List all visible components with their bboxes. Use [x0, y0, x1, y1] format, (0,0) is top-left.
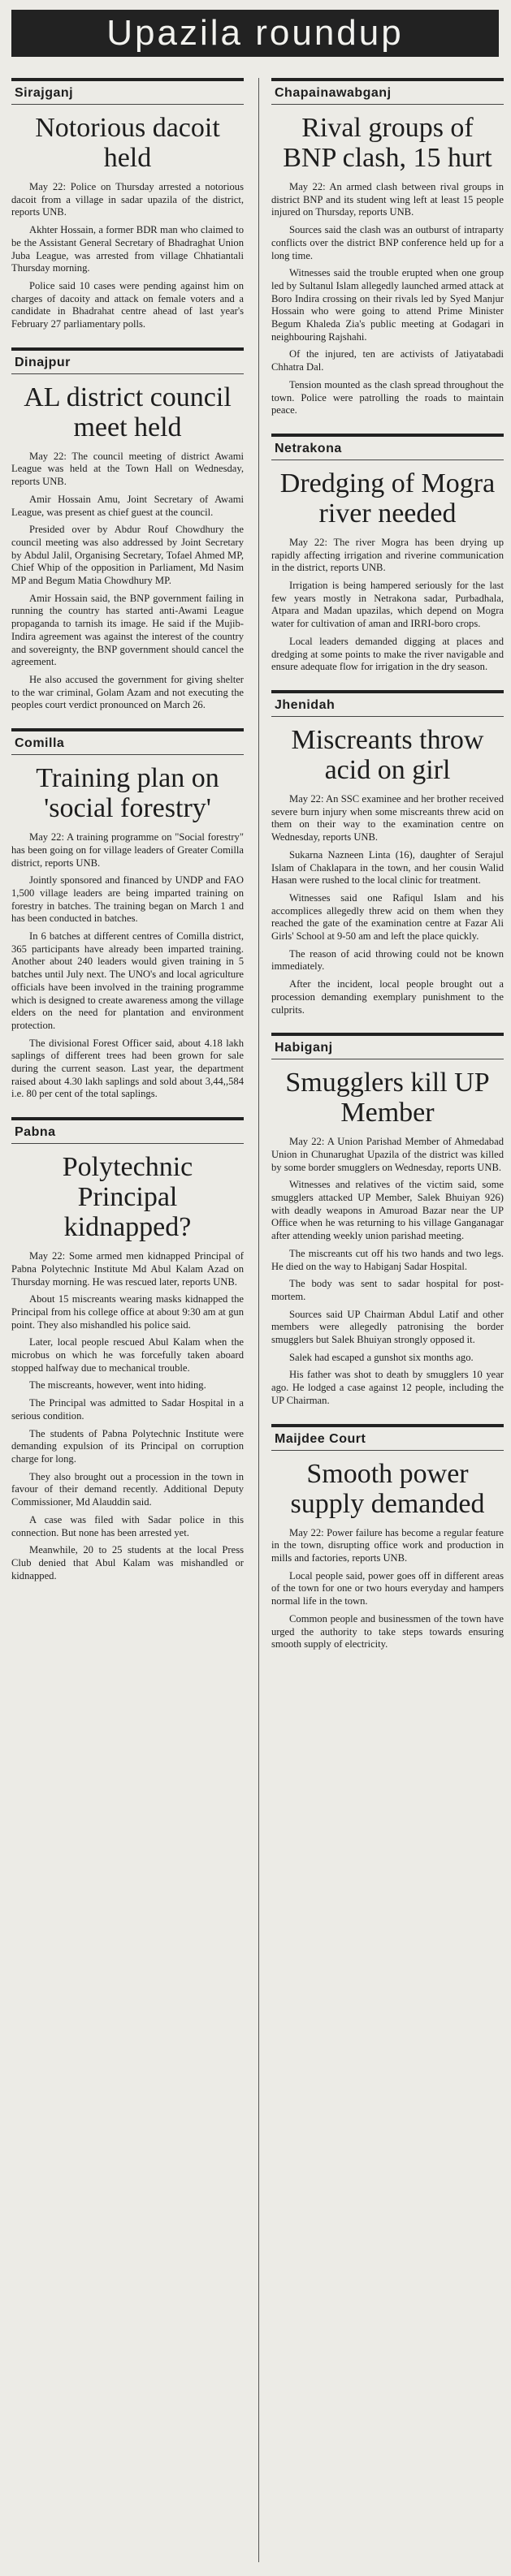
story-headline: Dredging of Mogra river needed: [279, 468, 496, 529]
story-headline: Smooth power supply demanded: [290, 1458, 485, 1519]
story-paragraph: Amir Hossain said, the BNP government failing in running the country has started anti-Awami League propaganda to tarnish its image. He said if the Mujib-Indira agreement was against the interest of the country and sovereignty, the BNP government should cancel the agreement.: [11, 592, 244, 668]
story-habiganj: [271, 1033, 504, 1407]
story-body: [271, 181, 504, 417]
story-paragraph: The miscreants, however, went into hiding.: [29, 1379, 206, 1392]
left-column: [11, 78, 244, 1599]
dateline-place: Pabna: [11, 1117, 244, 1144]
story-headline: Polytechnic Principal kidnapped?: [62, 1152, 193, 1243]
story-paragraph: May 22: Police on Thursday arrested a notorious dacoit from a village in sadar upazila of the district, reports UNB.: [11, 181, 244, 218]
story-paragraph: May 22: Power failure has become a regular feature in the town, disrupting office work and production in mills and factories, reports UNB.: [271, 1526, 504, 1564]
story-sirajganj: [11, 78, 244, 331]
story-headline: Miscreants throw acid on girl: [291, 724, 484, 785]
story-paragraph: Sources said the clash was an outburst of intraparty conflicts over the district BNP conference held up for a long time.: [271, 224, 504, 261]
story-paragraph: Akhter Hossain, a former BDR man who claimed to be the Assistant General Secretary of Bhadraghat Union Juba League, was arrested from village Chhatiantali Thursday morning.: [11, 224, 244, 274]
story-paragraph: They also brought out a procession in the town in favour of their demand recently. Additional Deputy Commissioner, Md Alauddin said.: [11, 1470, 244, 1508]
story-paragraph: Local people said, power goes off in different areas of the town for one or two hours everyday and hampers normal life in the town.: [271, 1569, 504, 1607]
story-body: [11, 1250, 244, 1582]
story-paragraph: In 6 batches at different centres of Comilla district, 365 participants have already been imparted training. Another about 240 leaders would given training in 5 batches until July next. The UNO's and local agriculture officials have been involved in the training programme which is designed to create awareness among the village elders on the need for plantation and environment protection.: [11, 930, 244, 1031]
story-paragraph: May 22: The council meeting of district Awami League was held at the Town Hall on Wednesday, reports UNB.: [11, 450, 244, 488]
story-paragraph: Witnesses and relatives of the victim said, some smugglers attacked UP Member, Salek Bhuiyan 926) with deadly weapons in Amuroad Bazar near the UP Office when he was returning to his village Ganganagar after attending weekly union parishad meeting.: [271, 1179, 504, 1242]
story-paragraph: Meanwhile, 20 to 25 students at the local Press Club denied that Abul Kalam was mishandled or kidnapped.: [11, 1544, 244, 1581]
story-paragraph: May 22: Some armed men kidnapped Principal of Pabna Polytechnic Institute Md Abul Kalam Azad on Thursday morning. He was rescued later, reports UNB.: [11, 1250, 244, 1288]
story-paragraph: The divisional Forest Officer said, about 4.18 lakh saplings of different trees had been grown for sale during the current season. Last year, the department raised about 4.30 lakh saplings and sold about 3,44,,584 i.e. 80 per cent of the total saplings.: [11, 1037, 244, 1100]
dateline-place: Habiganj: [271, 1033, 504, 1059]
story-paragraph: The miscreants cut off his two hands and two legs. He died on the way to Habiganj Sadar Hospital.: [271, 1247, 504, 1272]
story-headline: Training plan on 'social forestry': [36, 763, 219, 824]
story-pabna: [11, 1117, 244, 1582]
story-headline: Notorious dacoit held: [35, 113, 220, 173]
story-paragraph: May 22: An armed clash between rival groups in district BNP and its student wing left at least 15 people injured on Thursday, reports UNB.: [271, 181, 504, 218]
story-paragraph: Tension mounted as the clash spread throughout the town. Police were patrolling the roads to maintain peace.: [271, 378, 504, 416]
dateline-place: Dinajpur: [11, 347, 244, 374]
dateline-place: Netrakona: [271, 434, 504, 460]
story-paragraph: Police said 10 cases were pending against him on charges of dacoity and attack on female voters and a candidate in Bhadrahat centre ahead of last year's February 27 parliamentary polls.: [11, 279, 244, 330]
story-paragraph: Amir Hossain Amu, Joint Secretary of Awami League, was present as chief guest at the council.: [11, 493, 244, 518]
story-paragraph: Jointly sponsored and financed by UNDP and FAO 1,500 village leaders are being imparted training on forestry in batches. The training began on March 1 and has been conducted in batches.: [11, 874, 244, 925]
story-paragraph: Local leaders demanded digging at places and dredging at some points to make the river navigable and ensure adequate flow for irrigation in the dry season.: [271, 635, 504, 673]
story-comilla: [11, 728, 244, 1101]
story-body: [271, 537, 504, 674]
story-paragraph: His father was shot to death by smugglers 10 year ago. He lodged a case against 12 people, including the UP Chairman.: [271, 1369, 504, 1406]
story-netrakona: [271, 434, 504, 674]
story-jhenidah: [271, 690, 504, 1016]
story-headline: Rival groups of BNP clash, 15 hurt: [283, 113, 492, 173]
story-paragraph: Salek had escaped a gunshot six months ago.: [289, 1351, 474, 1363]
dateline-place: Maijdee Court: [271, 1424, 504, 1451]
story-paragraph: Presided over by Abdur Rouf Chowdhury the council meeting was also addressed by Joint Secretary by Abdul Jalil, Organising Secretary, Tofael Ahmed MP, Chief Whip of the opposition in Parliament, Md Nasim MP and Begum Matia Chowdhury MP.: [11, 524, 244, 587]
story-paragraph: The Principal was admitted to Sadar Hospital in a serious condition.: [11, 1397, 244, 1422]
story-paragraph: May 22: A Union Parishad Member of Ahmedabad Union in Chunarughat Upazila of the district was killed by some border smugglers on Wednesday, reports UNB.: [271, 1136, 504, 1173]
story-paragraph: Later, local people rescued Abul Kalam when the microbus on which he was forcefully taken aboard stopped halfway due to mechanical trouble.: [11, 1336, 244, 1374]
story-paragraph: He also accused the government for giving shelter to the war criminal, Golam Azam and not executing the peoples court verdict pronounced on March 26.: [11, 673, 244, 711]
dateline-place: Sirajganj: [11, 78, 244, 105]
story-body: [11, 181, 244, 331]
story-body: [11, 831, 244, 1101]
story-paragraph: The students of Pabna Polytechnic Institute were demanding expulsion of its Principal on corruption charge for long.: [11, 1427, 244, 1465]
story-body: [271, 1527, 504, 1651]
story-paragraph: About 15 miscreants wearing masks kidnapped the Principal from his college office at about 9:30 am at gun point. They also mishandled his police said.: [11, 1293, 244, 1331]
story-body: [271, 793, 504, 1016]
story-paragraph: Witnesses said the trouble erupted when one group led by Sultanul Islam allegedly launched armed attack at Boro Indira crossing on their rivals led by Syed Manjur Hossain who were going to attend Prime Minister Begum Khaleda Zia's public meeting at Godagari in neighbouring Rajshahi.: [271, 267, 504, 343]
story-paragraph: Sources said UP Chairman Abdul Latif and other members were allegedly patronising the border smugglers but Salek Bhuiyan strongly opposed it.: [271, 1308, 504, 1346]
story-paragraph: A case was filed with Sadar police in this connection. But none has been arrested yet.: [11, 1513, 244, 1538]
column-divider: [258, 78, 259, 2562]
dateline-place: Comilla: [11, 728, 244, 755]
story-dinajpur: [11, 347, 244, 712]
story-paragraph: The body was sent to sadar hospital for post-mortem.: [271, 1278, 504, 1302]
story-paragraph: Sukarna Nazneen Linta (16), daughter of Serajul Islam of Chaklapara in the town, and her cousin Walid Hasan were rushed to the local clinic for treatment.: [271, 848, 504, 887]
story-headline: Smugglers kill UP Member: [285, 1068, 490, 1128]
story-paragraph: Irrigation is being hampered seriously for the last few years mostly in Netrakona sadar, Purbadhala, Atpara and Madan upazilas, which depend on Mogra water for cultivation of aman and IRRI-boro crops.: [271, 580, 504, 630]
story-paragraph: May 22: A training programme on "Social forestry" has been going on for village leaders of Greater Comilla district, reports UNB.: [11, 831, 244, 869]
story-paragraph: Witnesses said one Rafiqul Islam and his accomplices allegedly threw acid on them when they reached the gate of the examination centre at Fazar Ali Girls' School at 9-50 am and left the place quickly.: [271, 891, 504, 943]
dateline-place: Jhenidah: [271, 690, 504, 717]
story-headline: AL district council meet held: [24, 382, 232, 442]
story-paragraph: May 22: The river Mogra has been drying up rapidly affecting irrigation and riverine communication in the district, reports UNB.: [271, 536, 504, 574]
story-chapainawabganj: [271, 78, 504, 417]
story-paragraph: After the incident, local people brought out a procession demanding exemplary punishment to the culprits.: [271, 978, 504, 1016]
story-paragraph: Of the injured, ten are activists of Jatiyatabadi Chhatra Dal.: [271, 348, 504, 373]
story-paragraph: The reason of acid throwing could not be known immediately.: [271, 947, 504, 973]
page-title: Upazila roundup: [11, 10, 499, 57]
story-maijdee-court: [271, 1424, 504, 1651]
dateline-place: Chapainawabganj: [271, 78, 504, 105]
story-paragraph: May 22: An SSC examinee and her brother received severe burn injury when some miscreants threw acid on them on their way to the examination centre on Wednesday, reports UNB.: [271, 792, 504, 844]
right-column: [271, 78, 504, 1668]
story-body: [271, 1136, 504, 1407]
story-body: [11, 451, 244, 712]
story-paragraph: Common people and businessmen of the town have urged the authority to take steps towards ensuring smooth supply of electricity.: [271, 1612, 504, 1650]
